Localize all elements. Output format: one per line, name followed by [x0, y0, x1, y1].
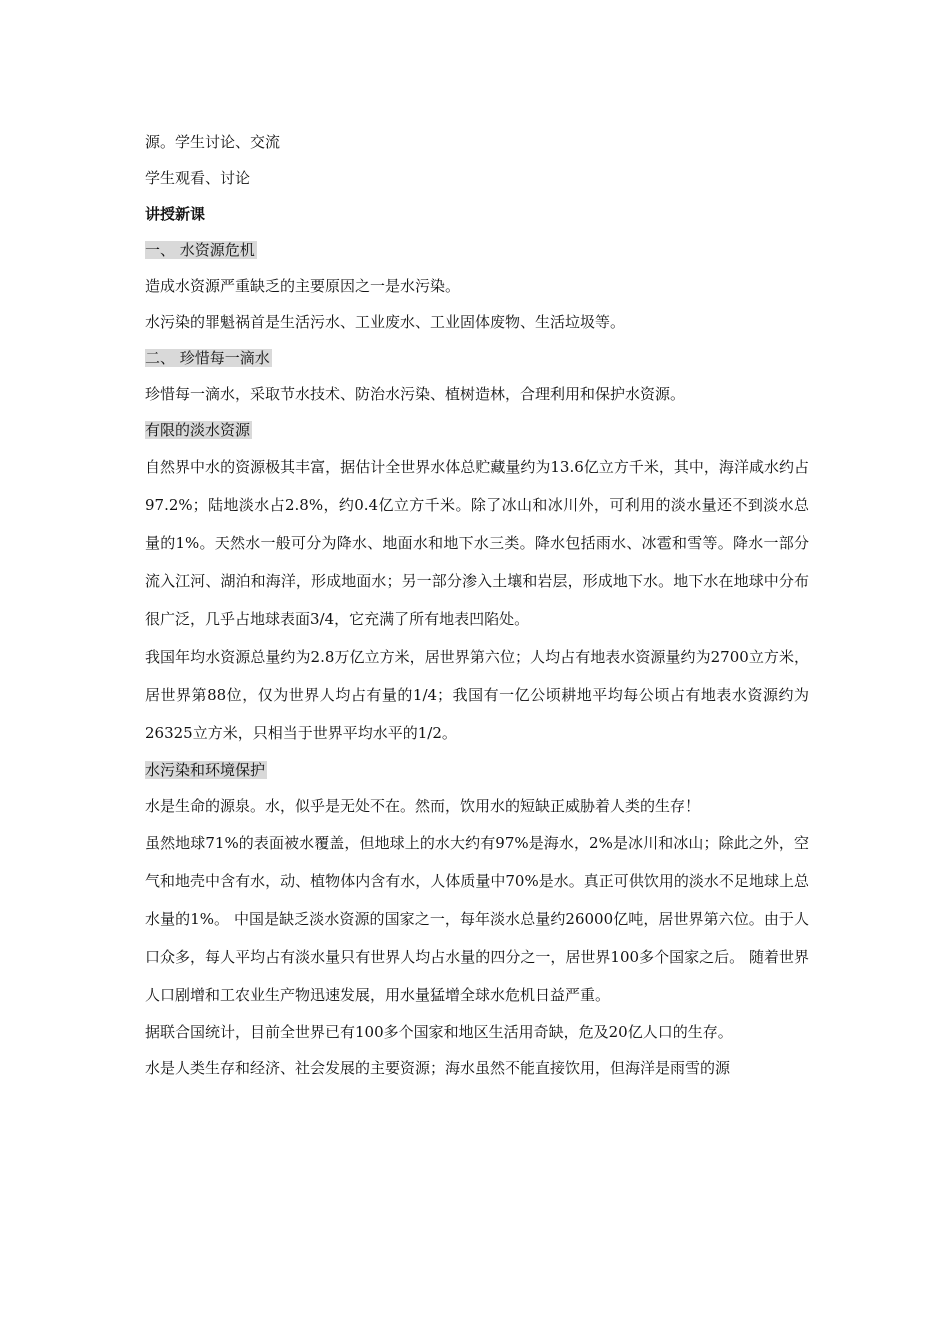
paragraph: 水是人类生存和经济、社会发展的主要资源；海水虽然不能直接饮用，但海洋是雨雪的源: [145, 1059, 731, 1077]
paragraph: 据联合国统计，目前全世界已有100多个国家和地区生活用奇缺，危及20亿人口的生存。: [145, 1023, 733, 1041]
text-line: 学生观看、讨论: [145, 169, 251, 187]
heading-freshwater: [145, 412, 809, 448]
section-title: 讲授新课: [145, 205, 206, 223]
heading-text: 一、 水资源危机: [145, 241, 255, 259]
heading-save-water: [145, 340, 809, 376]
heading-text: 水污染和环境保护: [145, 761, 266, 779]
paragraph: 造成水资源严重缺乏的主要原因之一是水污染。: [145, 277, 461, 295]
paragraph: 自然界中水的资源极其丰富，据估计全世界水体总贮藏量约为13.6亿立方千米，其中，海洋咸水约占97.2%；陆地淡水占2.8%，约0.4亿立方千米。除了冰山和冰川外，可利用的淡水量还不到淡水总量的1%。天然水一般可分为降水、地面水和地下水三类。降水包括雨水、冰雹和雪等。降水一部分流入江河、湖泊和海洋，形成地面水；另一部分渗入土壤和岩层，形成地下水。地下水在地球中分布很广泛，几乎占地球表面3/4，它充满了所有地表凹陷处。: [145, 458, 809, 628]
paragraph: 水是生命的源泉。水，似乎是无处不在。然而，饮用水的短缺正威胁着人类的生存！: [145, 797, 701, 815]
heading-text: 二、 珍惜每一滴水: [145, 349, 270, 367]
heading-water-crisis: [145, 232, 809, 268]
heading-pollution: [145, 752, 809, 788]
paragraph: 水污染的罪魁祸首是生活污水、工业废水、工业固体废物、生活垃圾等。: [145, 313, 626, 331]
paragraph: 珍惜每一滴水，采取节水技术、防治水污染、植树造林，合理利用和保护水资源。: [145, 385, 686, 403]
paragraph: 虽然地球71%的表面被水覆盖，但地球上的水大约有97%是海水，2%是冰川和冰山；除此之外，空气和地壳中含有水，动、植物体内含有水，人体质量中70%是水。真正可供饮用的淡水不足地球上总水量的1%。 中国是缺乏淡水资源的国家之一，每年淡水总量约26000亿吨，居世界第六位。由于人口众多，每人平均占有淡水量只有世界人均占水量的四分之一，居世界100多个国家之后。 随着世界人口剧增和工农业生产物迅速发展，用水量猛增全球水危机日益严重。: [145, 834, 809, 1004]
text-line: 源。学生讨论、交流: [145, 133, 281, 151]
heading-text: 有限的淡水资源: [145, 421, 251, 439]
document-body: [145, 124, 809, 1086]
paragraph: 我国年均水资源总量约为2.8万亿立方米，居世界第六位；人均占有地表水资源量约为2700立方米，居世界第88位，仅为世界人均占有量的1/4；我国有一亿公顷耕地平均每公顷占有地表水资源约为26325立方米，只相当于世界平均水平的1/2。: [145, 648, 809, 742]
